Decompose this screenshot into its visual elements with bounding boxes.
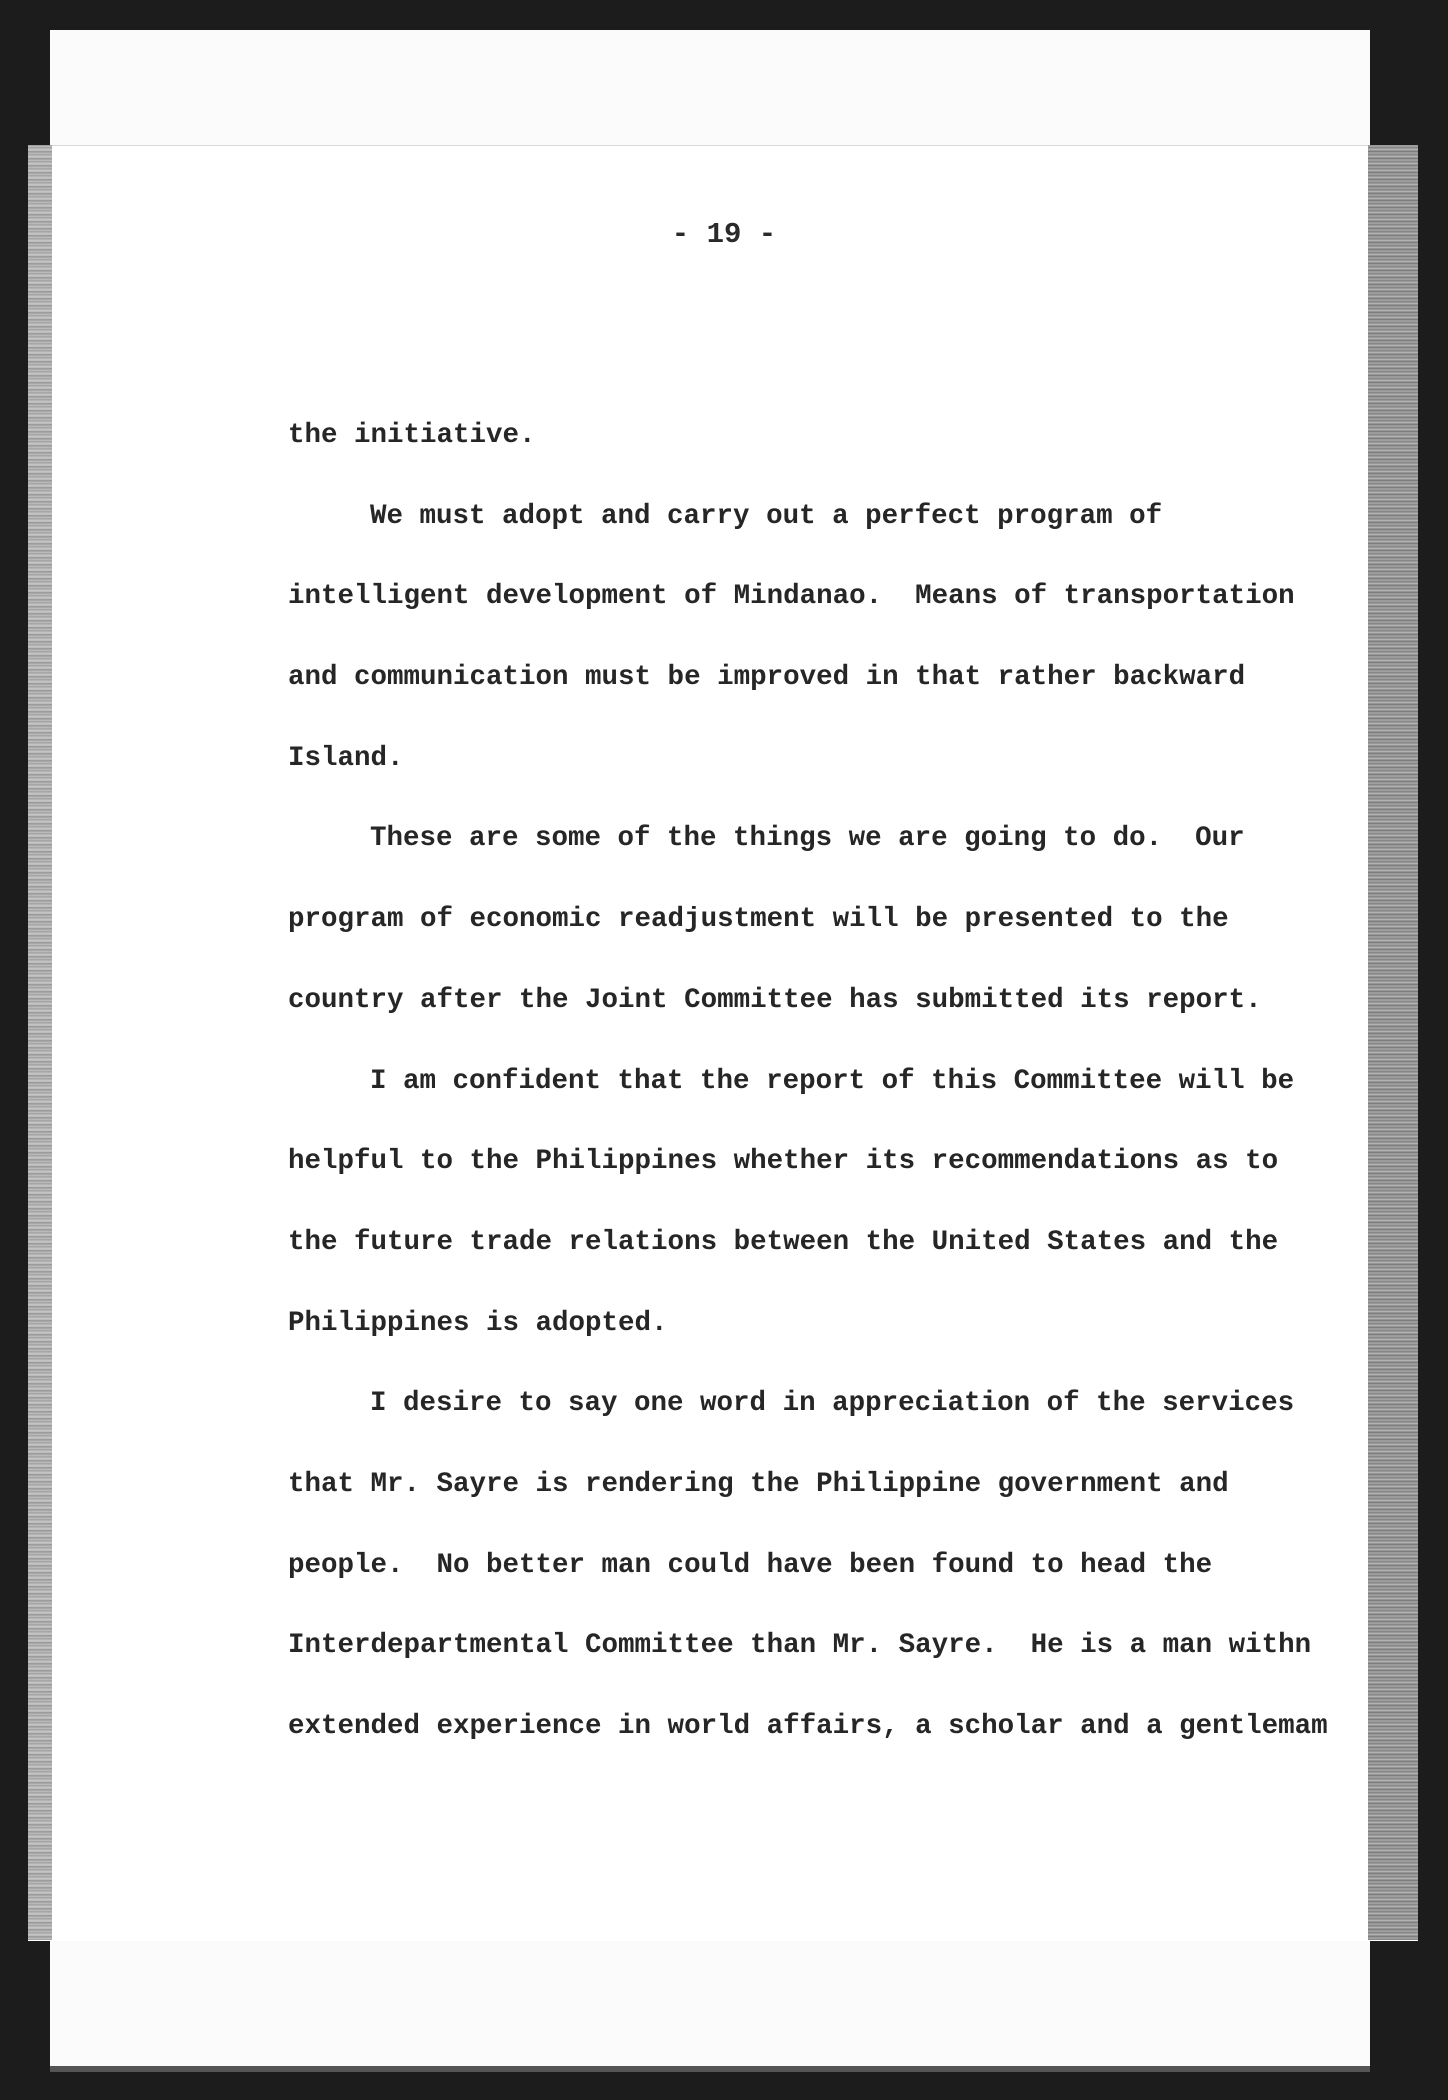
body-line: that Mr. Sayre is rendering the Philippine government and — [288, 1468, 1229, 1500]
body-line: country after the Joint Committee has submitted its report. — [288, 984, 1262, 1016]
body-line: the initiative. — [288, 420, 536, 451]
body-line: Interdepartmental Committee than Mr. Sayre. He is a man withn — [288, 1630, 1312, 1662]
body-line: We must adopt and carry out a perfect program of — [370, 500, 1163, 532]
body-line: people. No better man could have been found to head the — [288, 1549, 1213, 1581]
body-line: program of economic readjustment will be presented to the — [288, 904, 1229, 936]
bottom-shadow-strip — [50, 2066, 1370, 2072]
body-line: and communication must be improved in that rather backward — [288, 662, 1246, 694]
page-number: - 19 - — [671, 218, 777, 251]
left-paper-edge — [28, 145, 52, 1940]
body-line: the future trade relations between the United States and the — [288, 1226, 1279, 1258]
body-line: I am confident that the report of this Committee will be — [370, 1065, 1295, 1097]
body-line: helpful to the Philippines whether its recommendations as to — [288, 1146, 1279, 1178]
body-line: Philippines is adopted. — [288, 1307, 668, 1339]
right-paper-edge — [1368, 145, 1418, 1940]
body-line: intelligent development of Mindanao. Means of transportation — [288, 581, 1295, 613]
body-line: extended experience in world affairs, a scholar and a gentlemam — [288, 1711, 1328, 1742]
document-body — [288, 396, 1348, 1768]
body-line: I desire to say one word in appreciation of the services — [370, 1388, 1295, 1420]
body-line: Island. — [288, 742, 404, 774]
body-line: These are some of the things we are going to do. Our — [370, 823, 1245, 855]
